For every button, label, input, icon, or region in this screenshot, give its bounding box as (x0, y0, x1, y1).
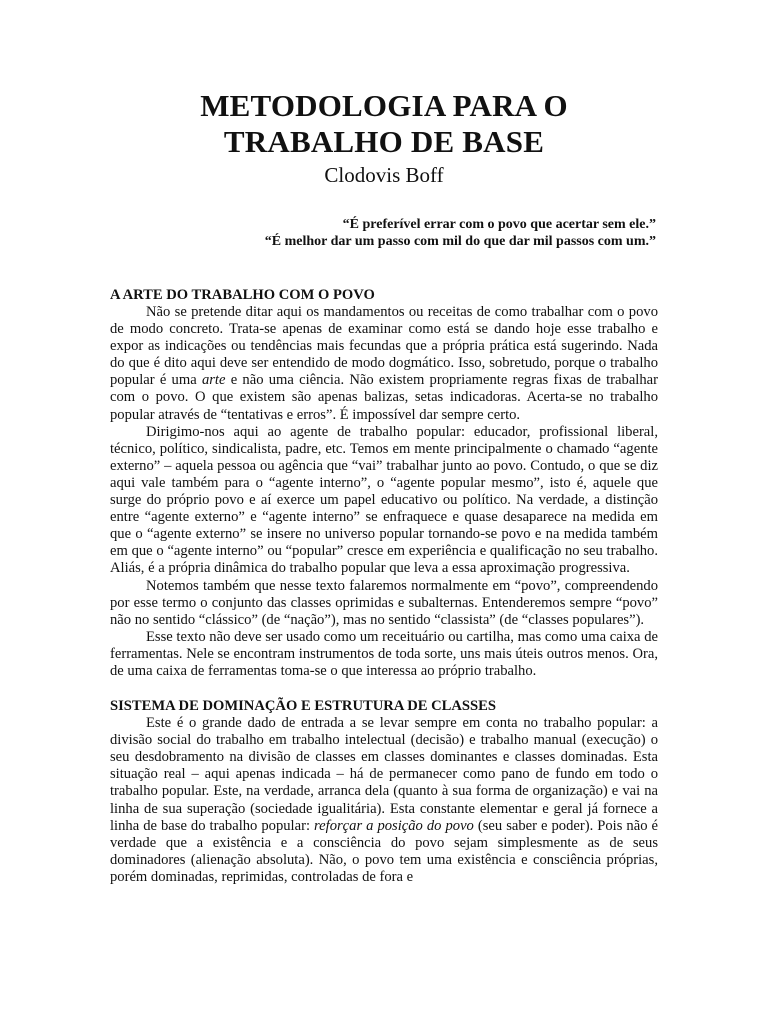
paragraph (110, 304, 658, 424)
epigraph-line-1: “É preferível errar com o povo que acertar sem ele.” (342, 217, 656, 232)
epigraph-line-2: “É melhor dar um passo com mil do que dar mil passos com um.” (264, 234, 656, 249)
paragraph (110, 715, 658, 886)
section-heading-sistema: SISTEMA DE DOMINAÇÃO E ESTRUTURA DE CLASSES (110, 698, 497, 715)
emphasis-text: arte (201, 372, 226, 389)
paragraph: Esse texto não deve ser usado como um receituário ou cartilha, mas como uma caixa de ferramentas. Nele se encontram instrumentos de toda sorte, uns mais úteis outros menos. Ora, de uma caixa de ferramentas toma-se o que interessa ao próprio trabalho. (110, 628, 658, 679)
author-name: Clodovis Boff (324, 163, 444, 187)
paragraph: Dirigimo-nos aqui ao agente de trabalho popular: educador, profissional liberal, técnico, político, sindicalista, padre, etc. Temos em mente principalmente o chamado “agente externo” – aquela pessoa ou agência que “vai” trabalhar junto ao povo. Contudo, o que se diz aqui vale também para o “agente interno”, o “agente popular mesmo”, isto é, aquele que surge do próprio povo e aí exerce um papel educativo ou político. Na verdade, a distinção entre “agente externo” e “agente interno” se enfraquece e quase desaparece na medida em que o “agente externo” se insere no universo popular tornando-se povo e na medida também em que o “agente interno” ou “popular” cresce em experiência e qualificação no seu trabalho. Aliás, é a própria dinâmica do trabalho popular que leva a essa aproximação progressiva. (110, 423, 658, 577)
paragraph-text: Este é o grande dado de entrada a se levar sempre em conta no trabalho popular: a divisão social do trabalho em trabalho intelectual (decisão) e trabalho manual (execução) o seu desdobramento na divisão de classes em classes dominantes e classes dominadas. Esta situação real – aqui apenas indicada – há de permanecer como pano de fundo em todo o trabalho popular. Este, na verdade, arranca dela (quanto à sua forma de organização) e vai na linha de sua superação (sociedade igualitária). Esta constante elementar e geral já fornece a linha de base do trabalho popular: (110, 715, 658, 834)
paragraph-text: Não se pretende ditar aqui os mandamentos ou receitas de como trabalhar com o povo de modo concreto. Trata-se apenas de examinar como está se dando hoje esse trabalho e expor as indicações ou tendências mais fecundas que a própria prática está sugerindo. Nada do que é dito aqui deve ser entendido de modo dogmático. Isso, sobretudo, porque o trabalho popular é uma (110, 304, 658, 389)
paragraph-text: e não uma ciência. Não existem propriamente regras fixas de trabalhar com o povo. O que existem são apenas balizas, setas indicadoras. Acerta-se no trabalho popular através de “tentativas e erros”. É impossível dar sempre certo. (110, 372, 658, 423)
paragraph-text: (seu saber e poder). Pois não é verdade que a existência e a consciência do povo sejam simplesmente as de seus dominadores (alienação absoluta). Não, o povo tem uma existência e consciência próprias, porém dominadas, reprimidas, controladas de fora e (110, 817, 658, 885)
document-title-line-1: METODOLOGIA PARA O (200, 88, 568, 123)
document-title-line-2: TRABALHO DE BASE (223, 124, 545, 159)
emphasis-text: reforçar a posição do povo (314, 817, 474, 834)
section-heading-arte: A ARTE DO TRABALHO COM O POVO (110, 287, 375, 303)
title-block (110, 88, 658, 188)
paragraph: Notemos também que nesse texto falaremos normalmente em “povo”, compreendendo por esse termo o conjunto das classes oprimidas e subalternas. Entenderemos sempre “povo” não no sentido “clássico” (de “nação”), mas no sentido “classista” (de “classes populares”). (110, 577, 658, 628)
epigraph (110, 216, 658, 250)
